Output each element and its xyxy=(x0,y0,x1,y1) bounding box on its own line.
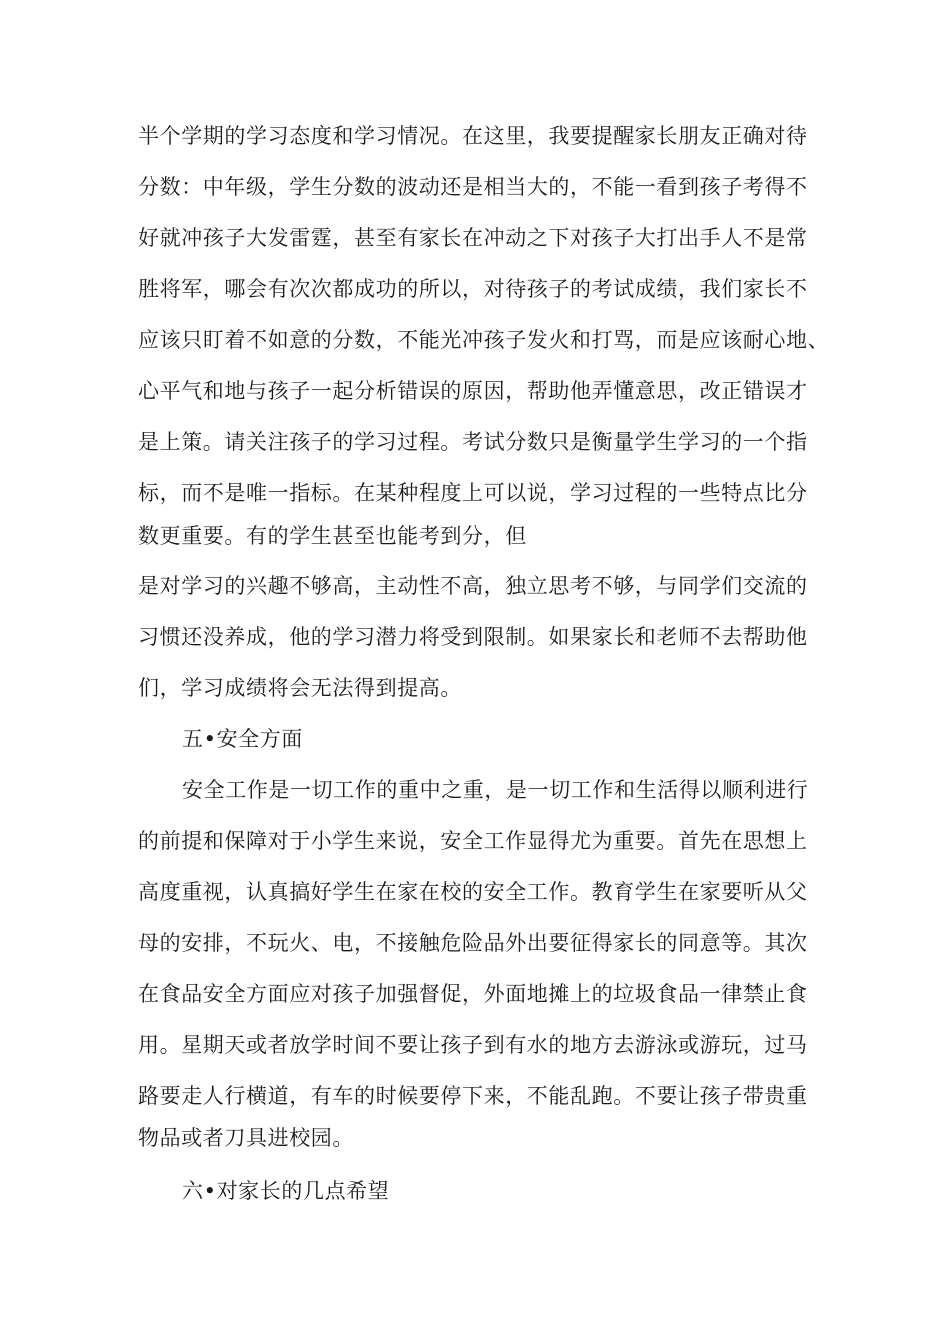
paragraph-line: 路要走人行横道，有车的时候要停下来，不能乱跑。不要让孩子带贵重 xyxy=(138,1084,808,1108)
paragraph-line: 是上策。请关注孩子的学习过程。考试分数只是衡量学生学习的一个指 xyxy=(138,430,808,454)
paragraph-line: 母的安排，不玩火、电，不接触危险品外出要征得家长的同意等。其次 xyxy=(138,931,808,955)
paragraph-line: 半个学期的学习态度和学习情况。在这里，我要提醒家长朋友正确对待 xyxy=(138,124,808,148)
paragraph-line: 是对学习的兴趣不够高，主动性不高，独立思考不够，与同学们交流的 xyxy=(138,574,808,598)
section-heading-parents-hopes: 六•对家长的几点希望 xyxy=(182,1179,390,1203)
paragraph-line: 应该只盯着不如意的分数，不能光冲孩子发火和打骂，而是应该耐心地、 xyxy=(138,328,830,352)
paragraph-line: 安全工作是一切工作的重中之重，是一切工作和生活得以顺利进行 xyxy=(182,778,809,802)
paragraph-line: 胜将军，哪会有次次都成功的所以，对待孩子的考试成绩，我们家长不 xyxy=(138,277,808,301)
paragraph-line: 分数：中年级，学生分数的波动还是相当大的，不能一看到孩子考得不 xyxy=(138,175,808,199)
paragraph-line: 在食品安全方面应对孩子加强督促，外面地摊上的垃圾食品一律禁止食 xyxy=(138,982,808,1006)
paragraph-line: 们，学习成绩将会无法得到提高。 xyxy=(138,676,462,700)
paragraph-line: 的前提和保障对于小学生来说，安全工作显得尤为重要。首先在思想上 xyxy=(138,829,808,853)
paragraph-line: 用。星期天或者放学时间不要让孩子到有水的地方去游泳或游玩，过马 xyxy=(138,1033,808,1057)
paragraph-line: 心平气和地与孩子一起分析错误的原因，帮助他弄懂意思，改正错误才 xyxy=(138,379,808,403)
paragraph-line: 数更重要。有的学生甚至也能考到分，但 xyxy=(138,524,527,548)
paragraph-line: 物品或者刀具进校园。 xyxy=(138,1126,354,1150)
paragraph-line: 标，而不是唯一指标。在某种程度上可以说，学习过程的一些特点比分 xyxy=(138,481,808,505)
paragraph-line: 好就冲孩子大发雷霆，甚至有家长在冲动之下对孩子大打出手人不是常 xyxy=(138,226,808,250)
paragraph-line: 习惯还没养成，他的学习潜力将受到限制。如果家长和老师不去帮助他 xyxy=(138,625,808,649)
section-heading-safety: 五•安全方面 xyxy=(182,727,303,751)
paragraph-line: 高度重视，认真搞好学生在家在校的安全工作。教育学生在家要听从父 xyxy=(138,880,808,904)
